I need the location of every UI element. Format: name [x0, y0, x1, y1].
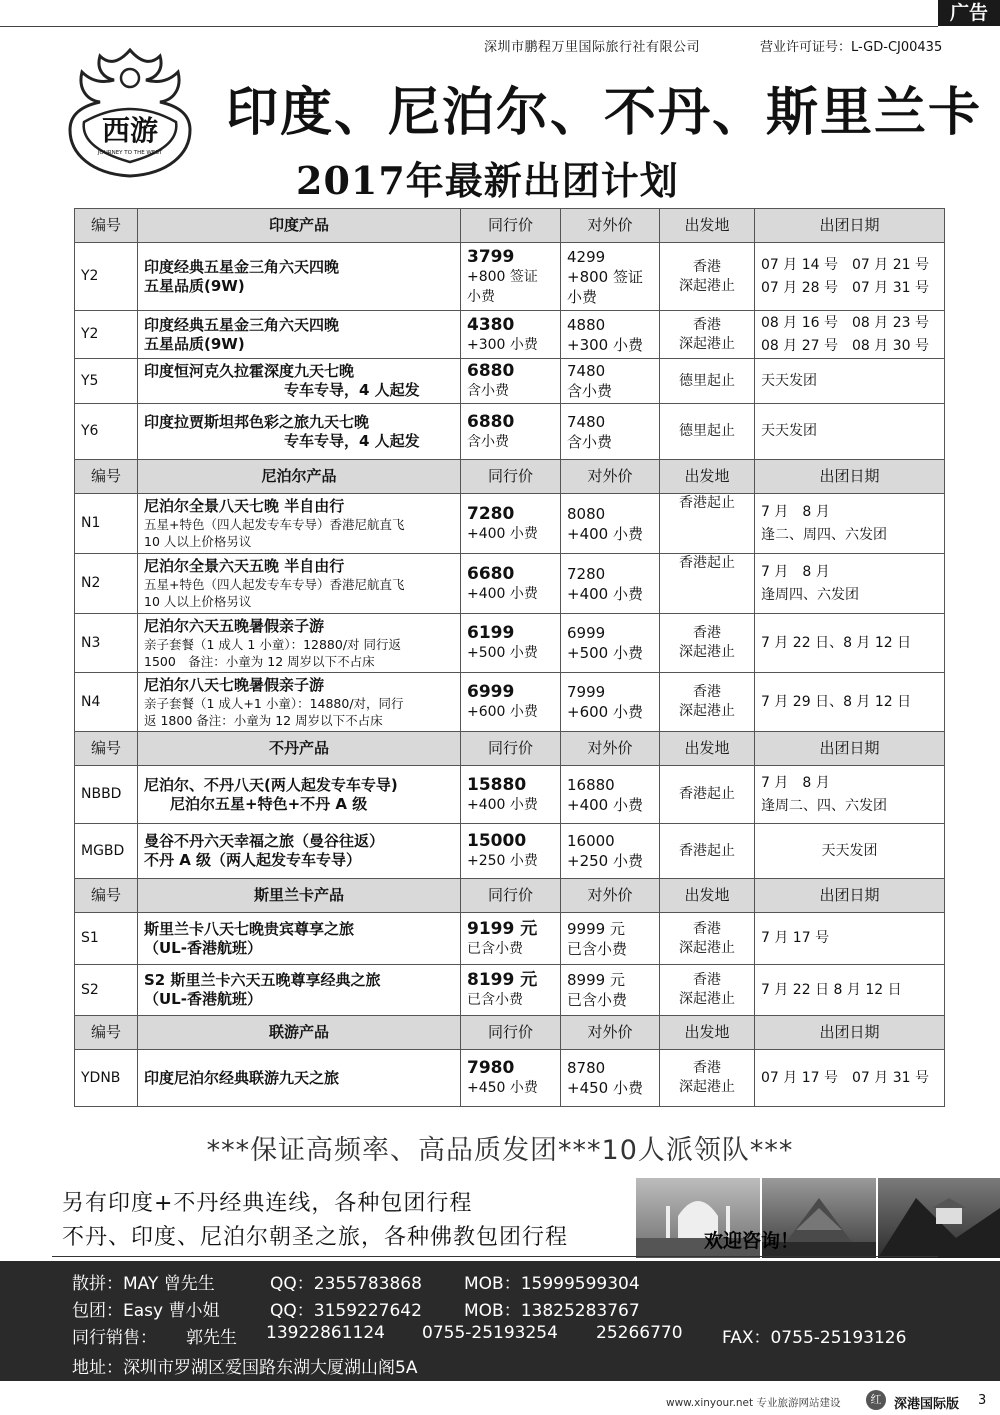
product-name-cell [138, 673, 461, 732]
peer-price: 7280 [467, 503, 515, 524]
departure-cell [660, 913, 755, 965]
column-header-dates: 出团日期 [755, 1016, 945, 1050]
departure-dates: 逢周四、六发团 [761, 586, 859, 603]
footer-section: 深港国际版 [894, 1397, 960, 1412]
page-title: 印度、尼泊尔、不丹、斯里兰卡 [226, 83, 983, 143]
sales-label: 同行销售： [72, 1328, 157, 1348]
public-price-cell [561, 766, 660, 824]
public-price-note: +450 小费 [567, 1079, 643, 1097]
departure-dates: 7 月 8 月 [761, 503, 830, 520]
departure-cell [660, 311, 755, 359]
column-header-departure: 出发地 [660, 209, 755, 243]
public-price-note: +300 小费 [567, 335, 643, 354]
table-row [75, 359, 945, 404]
product-code: N1 [75, 494, 138, 554]
public-price: 8999 元 [567, 971, 625, 989]
public-price-cell [561, 243, 660, 311]
departure: 深起港止 [679, 991, 735, 1007]
column-header-peer-price: 同行价 [461, 209, 561, 243]
product-name: 印度拉贾斯坦邦色彩之旅九天七晚 [144, 412, 370, 431]
departure-cell [660, 673, 755, 732]
column-header-public-price: 对外价 [561, 879, 660, 913]
product-code: N4 [75, 673, 138, 732]
product-name: 不丹 A 级（两人起发专车专导） [144, 851, 362, 869]
peer-price-note: +400 小费 [467, 525, 538, 542]
peer-price-cell [461, 824, 561, 879]
product-name-cell [138, 614, 461, 673]
product-note: 10 人以上价格另议 [144, 534, 252, 549]
bottom-divider [52, 1256, 938, 1257]
public-price-note: 小费 [567, 287, 598, 306]
departure-cell [660, 359, 755, 404]
contact-label: 包团：Easy 曹小姐 [72, 1301, 220, 1321]
product-note: 1500 备注：小童为 12 周岁以下不占床 [144, 653, 375, 669]
product-name: 专车专导，4 人起发 [284, 381, 420, 399]
peer-price-note: +250 小费 [467, 853, 538, 869]
departure: 深起港止 [679, 335, 735, 352]
peer-price-note: +600 小费 [467, 704, 538, 720]
product-name: S2 斯里兰卡六天五晚尊享经典之旅 [144, 971, 381, 989]
product-name: 尼泊尔六天五晚暑假亲子游 [144, 616, 325, 635]
peer-price-cell [461, 554, 561, 614]
page-number: 3 [978, 1393, 987, 1408]
peer-price-note: 已含小费 [467, 940, 523, 957]
product-code: Y2 [75, 311, 138, 359]
public-price: 7999 [567, 683, 606, 701]
departure-cell [660, 965, 755, 1016]
slogan: ***保证高频率、高品质发团***10人派领队*** [206, 1135, 794, 1166]
departure-dates: 07 月 28 号 07 月 31 号 [761, 279, 929, 296]
public-price-note: +250 小费 [567, 852, 643, 870]
company-name: 深圳市鹏程万里国际旅行社有限公司 [484, 40, 701, 55]
logo-subtext: JOURNEY TO THE WEST [97, 150, 163, 156]
public-price-note: 含小费 [567, 382, 613, 400]
product-name: 五星品质(9W) [144, 276, 245, 295]
peer-price-note: 含小费 [467, 433, 509, 450]
section-header-row [75, 879, 945, 913]
sales-phone-2: 0755-25193254 [422, 1323, 558, 1343]
public-price-cell [561, 614, 660, 673]
departure: 香港起止 [679, 786, 735, 802]
public-price-cell [561, 554, 660, 614]
peer-price: 3799 [467, 246, 515, 267]
logo-text: 西游 [101, 114, 159, 147]
public-price: 16880 [567, 775, 615, 794]
section-category: 印度产品 [138, 209, 461, 243]
peer-price: 15880 [467, 774, 527, 795]
welcome-text: 欢迎咨询！ [704, 1230, 800, 1252]
departure-dates: 08 月 16 号 08 月 23 号 [761, 314, 929, 331]
product-note: 五星+特色（四人起发专车专导）香港尼航直飞 [144, 577, 405, 592]
product-name: 印度尼泊尔经典联游九天之旅 [144, 1068, 340, 1087]
public-price: 6999 [567, 624, 606, 642]
peer-price: 15000 [467, 831, 527, 851]
departure-dates: 7 月 29 日、8 月 12 日 [761, 693, 912, 710]
column-header-peer-price: 同行价 [461, 879, 561, 913]
column-header-public-price: 对外价 [561, 1016, 660, 1050]
departure-dates-cell [755, 766, 945, 824]
departure-dates-cell [755, 614, 945, 673]
table-row [75, 404, 945, 460]
departure-cell [660, 614, 755, 673]
peer-price: 6880 [467, 361, 515, 381]
peer-price: 8199 元 [467, 970, 538, 990]
peer-price-cell [461, 1050, 561, 1107]
section-category: 不丹产品 [138, 732, 461, 766]
public-price-note: +400 小费 [567, 524, 643, 543]
product-name: 印度恒河克久拉霍深度九天七晚 [144, 362, 355, 380]
product-code: N3 [75, 614, 138, 673]
top-divider [0, 26, 938, 27]
departure: 德里起止 [679, 372, 735, 389]
public-price-note: +400 小费 [567, 584, 643, 603]
departure-cell [660, 824, 755, 879]
departure: 香港 [693, 1060, 721, 1076]
column-header-departure: 出发地 [660, 732, 755, 766]
departure-dates: 天天发团 [821, 842, 878, 859]
section-header-row [75, 209, 945, 243]
product-code: S1 [75, 913, 138, 965]
departure: 德里起止 [679, 423, 735, 439]
product-name-cell [138, 554, 461, 614]
table-row [75, 311, 945, 359]
peer-price: 9199 元 [467, 918, 538, 939]
product-name-cell [138, 243, 461, 311]
departure-cell [660, 494, 755, 554]
contact-label: 散拼：MAY 曾先生 [72, 1274, 215, 1294]
peer-price-note: +500 小费 [467, 645, 538, 661]
product-code: Y6 [75, 404, 138, 460]
page-subtitle: 2017年最新出团计划 [296, 158, 679, 203]
public-price-cell [561, 404, 660, 460]
public-price: 8780 [567, 1059, 606, 1077]
section-header-row [75, 732, 945, 766]
public-price: 7480 [567, 362, 606, 380]
public-price-note: 含小费 [567, 432, 613, 451]
departure: 深起港止 [679, 644, 735, 660]
departure: 香港 [693, 625, 721, 641]
product-name: （UL-香港航班） [144, 938, 262, 957]
product-code: MGBD [75, 824, 138, 879]
departure-dates-cell [755, 311, 945, 359]
product-code: YDNB [75, 1050, 138, 1107]
column-header-peer-price: 同行价 [461, 732, 561, 766]
peer-price: 4380 [467, 314, 515, 335]
departure-dates: 7 月 8 月 [761, 774, 830, 791]
sales-fax: FAX：0755-25193126 [722, 1328, 907, 1348]
public-price-note: +400 小费 [567, 795, 643, 814]
table-row [75, 494, 945, 554]
address: 地址：深圳市罗湖区爱国路东湖大厦湖山阁5A [72, 1358, 418, 1378]
public-price-note: 已含小费 [567, 991, 628, 1009]
table-row [75, 913, 945, 965]
departure-dates: 逢二、周四、六发团 [761, 526, 887, 543]
contact-qq: QQ：3159227642 [270, 1301, 422, 1321]
column-header-code: 编号 [75, 209, 138, 243]
departure: 香港 [693, 684, 721, 700]
table-row [75, 243, 945, 311]
departure-cell [660, 554, 755, 614]
peer-price-cell [461, 913, 561, 965]
departure: 香港起止 [679, 842, 735, 859]
column-header-dates: 出团日期 [755, 460, 945, 494]
product-code: Y5 [75, 359, 138, 404]
public-price-cell [561, 965, 660, 1016]
departure-dates-cell [755, 404, 945, 460]
sales-phone-3: 25266770 [596, 1323, 683, 1343]
footer-website[interactable]: www.xinyour.net 专业旅游网站建设 [666, 1397, 841, 1409]
departure-dates-cell [755, 243, 945, 311]
public-price-note: +600 小费 [567, 703, 643, 721]
departure: 香港 [693, 258, 721, 275]
departure-dates: 天天发团 [761, 372, 817, 389]
departure-dates: 天天发团 [761, 423, 817, 439]
table-row [75, 1050, 945, 1107]
product-name-cell [138, 824, 461, 879]
departure: 香港 [693, 972, 721, 988]
peer-price-note: +450 小费 [467, 1080, 538, 1096]
logo-emblem [60, 44, 200, 180]
product-code: S2 [75, 965, 138, 1016]
peer-price-cell [461, 673, 561, 732]
product-note: 10 人以上价格另议 [144, 594, 252, 609]
product-name: 尼泊尔八天七晚暑假亲子游 [144, 675, 325, 694]
column-header-code: 编号 [75, 1016, 138, 1050]
table-row [75, 766, 945, 824]
departure-dates: 逢周二、四、六发团 [761, 797, 887, 814]
license-number: 营业许可证号：L-GD-CJ00435 [760, 40, 943, 55]
departure-dates-cell [755, 913, 945, 965]
product-name: 尼泊尔全景八天七晚 半自由行 [144, 497, 345, 515]
table-row [75, 965, 945, 1016]
column-header-public-price: 对外价 [561, 209, 660, 243]
departure-dates-cell [755, 554, 945, 614]
departure-dates-cell [755, 673, 945, 732]
section-category: 联游产品 [138, 1016, 461, 1050]
peer-price-note: 已含小费 [467, 992, 523, 1008]
section-header-row [75, 1016, 945, 1050]
departure: 深起港止 [679, 277, 735, 294]
contact-mobile: MOB：13825283767 [464, 1301, 640, 1321]
section-category: 斯里兰卡产品 [138, 879, 461, 913]
product-note: 返 1800 备注：小童为 12 周岁以下不占床 [144, 712, 383, 728]
product-name: 尼泊尔、不丹八天(两人起发专车专导) [144, 775, 398, 794]
peer-price-note: +800 签证 [467, 268, 538, 285]
column-header-public-price: 对外价 [561, 732, 660, 766]
public-price: 16000 [567, 832, 615, 850]
table-row [75, 824, 945, 879]
public-price-cell [561, 359, 660, 404]
product-code: NBBD [75, 766, 138, 824]
departure: 深起港止 [679, 939, 735, 956]
column-header-departure: 出发地 [660, 879, 755, 913]
departure-dates: 7 月 17 号 [761, 930, 830, 946]
public-price-cell [561, 494, 660, 554]
table-row [75, 673, 945, 732]
tour-schedule-table [74, 208, 945, 1107]
peer-price: 6999 [467, 682, 515, 702]
departure-dates: 7 月 22 日 8 月 12 日 [761, 981, 902, 998]
table-row [75, 554, 945, 614]
product-name: 五星品质(9W) [144, 334, 245, 353]
section-category: 尼泊尔产品 [138, 460, 461, 494]
sales-phone-1: 13922861124 [266, 1323, 385, 1343]
departure-cell [660, 766, 755, 824]
product-name: 印度经典五星金三角六天四晚 [144, 257, 340, 276]
departure: 香港 [693, 316, 721, 333]
product-name-cell [138, 913, 461, 965]
peer-price-cell [461, 359, 561, 404]
peer-price-note: +400 小费 [467, 796, 538, 813]
peer-price-cell [461, 311, 561, 359]
departure-cell [660, 404, 755, 460]
departure-dates: 08 月 27 号 08 月 30 号 [761, 337, 929, 354]
column-header-public-price: 对外价 [561, 460, 660, 494]
product-name-cell [138, 766, 461, 824]
departure: 深起港止 [679, 1079, 735, 1095]
public-price: 7280 [567, 564, 606, 583]
peer-price: 6880 [467, 411, 515, 432]
peer-price-note: +400 小费 [467, 585, 538, 602]
public-price-cell [561, 913, 660, 965]
sales-name: 郭先生 [186, 1328, 237, 1348]
public-price-note: 已含小费 [567, 939, 628, 958]
destination-photos [636, 1178, 1000, 1258]
public-price-cell [561, 1050, 660, 1107]
departure-dates-cell [755, 359, 945, 404]
departure-dates: 7 月 8 月 [761, 563, 830, 580]
column-header-dates: 出团日期 [755, 732, 945, 766]
public-price-note: +500 小费 [567, 644, 643, 662]
column-header-departure: 出发地 [660, 1016, 755, 1050]
product-name: 曼谷不丹六天幸福之旅（曼谷往返） [144, 832, 385, 850]
contact-qq: QQ：2355783868 [270, 1274, 422, 1294]
peer-price: 7980 [467, 1058, 515, 1078]
contact-mobile: MOB：15999599304 [464, 1274, 640, 1294]
public-price-cell [561, 824, 660, 879]
product-name-cell [138, 311, 461, 359]
public-price-cell [561, 673, 660, 732]
peer-price-cell [461, 404, 561, 460]
section-header-row [75, 460, 945, 494]
peer-price-note: +300 小费 [467, 336, 538, 353]
departure: 香港起止 [679, 495, 735, 511]
peer-price-note: 小费 [467, 288, 495, 305]
departure-dates-cell [755, 965, 945, 1016]
peer-price-note: 含小费 [467, 383, 509, 399]
product-name-cell [138, 1050, 461, 1107]
column-header-code: 编号 [75, 460, 138, 494]
departure: 深起港止 [679, 703, 735, 719]
public-price: 9999 元 [567, 919, 625, 938]
departure: 香港起止 [679, 555, 735, 571]
column-header-dates: 出团日期 [755, 879, 945, 913]
departure-dates-cell [755, 1050, 945, 1107]
product-name-cell [138, 359, 461, 404]
departure-cell [660, 1050, 755, 1107]
public-price: 7480 [567, 412, 606, 431]
departure-dates: 07 月 14 号 07 月 21 号 [761, 256, 929, 273]
public-price: 8080 [567, 504, 606, 523]
product-name: 印度经典五星金三角六天四晚 [144, 315, 340, 334]
product-name: 斯里兰卡八天七晚贵宾尊享之旅 [144, 919, 355, 938]
departure: 香港 [693, 920, 721, 937]
peer-price: 6199 [467, 623, 515, 643]
product-name: 专车专导，4 人起发 [284, 431, 420, 450]
product-name: 尼泊尔全景六天五晚 半自由行 [144, 557, 345, 575]
contact-panel [0, 1261, 1000, 1381]
public-price: 4880 [567, 315, 606, 334]
product-note: 亲子套餐（1 成人 1 小童）：12880/对 同行返 [144, 636, 402, 652]
product-name: （UL-香港航班） [144, 990, 262, 1008]
peer-price-cell [461, 614, 561, 673]
product-name-cell [138, 404, 461, 460]
product-name: 尼泊尔五星+特色+不丹 A 级 [170, 794, 368, 813]
extra-info-line-1: 另有印度+不丹经典连线，各种包团行程 [62, 1191, 473, 1216]
column-header-code: 编号 [75, 879, 138, 913]
product-name-cell [138, 965, 461, 1016]
peer-price-cell [461, 494, 561, 554]
departure-dates-cell [755, 824, 945, 879]
peer-price-cell [461, 965, 561, 1016]
public-price-cell [561, 311, 660, 359]
product-code: N2 [75, 554, 138, 614]
peer-price-cell [461, 766, 561, 824]
column-header-peer-price: 同行价 [461, 460, 561, 494]
table-row [75, 614, 945, 673]
peer-price: 6680 [467, 563, 515, 584]
extra-info-line-2: 不丹、印度、尼泊尔朝圣之旅，各种佛教包团行程 [62, 1225, 569, 1250]
departure-cell [660, 243, 755, 311]
peer-price-cell [461, 243, 561, 311]
public-price: 4299 [567, 247, 606, 266]
column-header-dates: 出团日期 [755, 209, 945, 243]
product-code: Y2 [75, 243, 138, 311]
footer-badge: 红 [866, 1390, 886, 1410]
public-price-note: +800 签证 [567, 267, 643, 286]
product-note: 五星+特色（四人起发专车专导）香港尼航直飞 [144, 517, 405, 532]
departure-dates-cell [755, 494, 945, 554]
ad-tag: 广告 [938, 0, 1000, 26]
column-header-departure: 出发地 [660, 460, 755, 494]
product-note: 亲子套餐（1 成人+1 小童）：14880/对，同行 [144, 695, 404, 711]
departure-dates: 07 月 17 号 07 月 31 号 [761, 1069, 929, 1086]
product-name-cell [138, 494, 461, 554]
column-header-peer-price: 同行价 [461, 1016, 561, 1050]
column-header-code: 编号 [75, 732, 138, 766]
departure-dates: 7 月 22 日、8 月 12 日 [761, 634, 912, 651]
